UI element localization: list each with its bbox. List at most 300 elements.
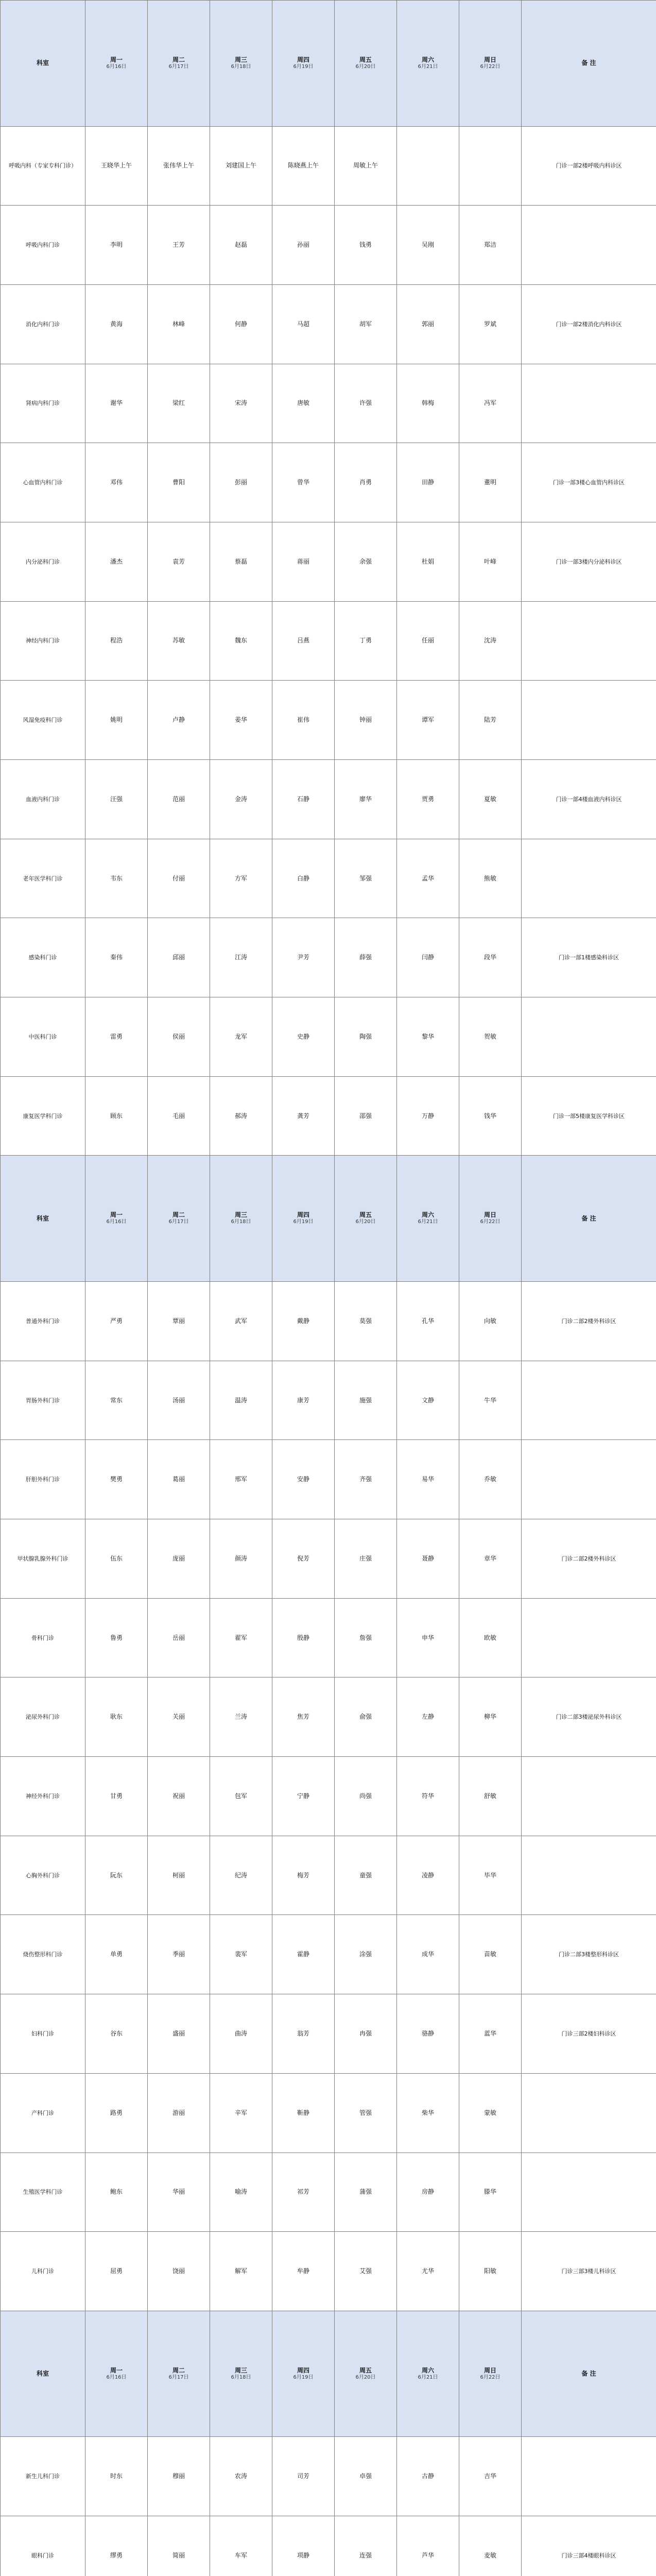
header-day bbox=[459, 2311, 522, 2437]
doctor-cell: 滕华 bbox=[459, 2153, 522, 2232]
doctor-cell: 庄强 bbox=[335, 1519, 397, 1599]
doctor-cell: 周敏上午 bbox=[335, 126, 397, 206]
doctor-cell: 殷静 bbox=[272, 1598, 335, 1677]
doctor-cell: 贾勇 bbox=[397, 760, 459, 839]
doctor-cell: 杜娟 bbox=[397, 522, 459, 601]
doctor-cell: 喻涛 bbox=[210, 2153, 272, 2232]
doctor-cell: 屈勇 bbox=[85, 2232, 148, 2311]
dept-cell: 泌尿外科门诊 bbox=[1, 1677, 85, 1757]
doctor-cell: 林峰 bbox=[148, 284, 210, 364]
note-cell: 门诊一部4楼血液内科诊区 bbox=[522, 760, 656, 839]
doctor-cell: 毛丽 bbox=[148, 1076, 210, 1156]
note-cell: 门诊三部2楼妇科诊区 bbox=[522, 1994, 656, 2074]
doctor-cell: 任丽 bbox=[397, 601, 459, 681]
doctor-cell: 龙军 bbox=[210, 997, 272, 1077]
doctor-cell: 史静 bbox=[272, 997, 335, 1077]
doctor-cell: 季丽 bbox=[148, 1915, 210, 1994]
header-day bbox=[272, 2311, 335, 2437]
doctor-cell: 夏敏 bbox=[459, 760, 522, 839]
doctor-cell: 农涛 bbox=[210, 2437, 272, 2516]
doctor-cell: 黎华 bbox=[397, 997, 459, 1077]
header-day-date: 6月17日 bbox=[168, 2374, 189, 2380]
doctor-cell: 倪芳 bbox=[272, 1519, 335, 1599]
header-day-name: 周四 bbox=[297, 2366, 309, 2374]
note-cell bbox=[522, 839, 656, 918]
header-day bbox=[272, 1, 335, 127]
table-row bbox=[1, 2437, 656, 2516]
header-day-name: 周一 bbox=[110, 2366, 123, 2374]
doctor-cell: 项静 bbox=[272, 2516, 335, 2576]
header-day-date: 6月18日 bbox=[231, 2374, 251, 2380]
table-row bbox=[1, 206, 656, 285]
dept-cell: 神经内科门诊 bbox=[1, 601, 85, 681]
doctor-cell: 万静 bbox=[397, 1076, 459, 1156]
doctor-cell: 易华 bbox=[397, 1440, 459, 1519]
doctor-cell: 熊敏 bbox=[459, 839, 522, 918]
dept-cell: 普通外科门诊 bbox=[1, 1281, 85, 1361]
doctor-cell: 柯丽 bbox=[148, 1836, 210, 1915]
doctor-cell: 孔华 bbox=[397, 1281, 459, 1361]
doctor-cell: 谭军 bbox=[397, 681, 459, 760]
doctor-cell: 齐强 bbox=[335, 1440, 397, 1519]
doctor-cell: 纪涛 bbox=[210, 1836, 272, 1915]
doctor-cell: 顾东 bbox=[85, 1076, 148, 1156]
doctor-cell: 文静 bbox=[397, 1361, 459, 1440]
doctor-cell: 麦敏 bbox=[459, 2516, 522, 2576]
header-day-name: 周三 bbox=[234, 1211, 247, 1219]
header-day-date: 6月17日 bbox=[168, 1219, 189, 1225]
doctor-cell: 钱华 bbox=[459, 1076, 522, 1156]
doctor-cell: 尹芳 bbox=[272, 918, 335, 997]
header-dept: 科室 bbox=[1, 1156, 85, 1282]
doctor-cell: 穆丽 bbox=[148, 2437, 210, 2516]
doctor-cell: 焦芳 bbox=[272, 1677, 335, 1757]
doctor-cell: 江涛 bbox=[210, 918, 272, 997]
doctor-cell: 缪勇 bbox=[85, 2516, 148, 2576]
doctor-cell: 毕华 bbox=[459, 1836, 522, 1915]
doctor-cell: 方军 bbox=[210, 839, 272, 918]
doctor-cell: 钱勇 bbox=[335, 206, 397, 285]
doctor-cell: 刘建国上午 bbox=[210, 126, 272, 206]
header-day bbox=[335, 1156, 397, 1282]
header-day bbox=[397, 2311, 459, 2437]
header-dept: 科室 bbox=[1, 1, 85, 127]
doctor-cell: 蓝华 bbox=[459, 1994, 522, 2074]
doctor-cell: 董明 bbox=[459, 443, 522, 522]
dept-cell: 内分泌科门诊 bbox=[1, 522, 85, 601]
header-note: 备 注 bbox=[522, 2311, 656, 2437]
table-row bbox=[1, 681, 656, 760]
table-row bbox=[1, 1598, 656, 1677]
doctor-cell: 祁芳 bbox=[272, 2153, 335, 2232]
header-day-date: 6月20日 bbox=[355, 63, 376, 70]
doctor-cell: 艾强 bbox=[335, 2232, 397, 2311]
doctor-cell: 李明 bbox=[85, 206, 148, 285]
doctor-cell: 黄海 bbox=[85, 284, 148, 364]
doctor-cell: 左静 bbox=[397, 1677, 459, 1757]
doctor-cell: 牟静 bbox=[272, 2232, 335, 2311]
doctor-cell: 白静 bbox=[272, 839, 335, 918]
doctor-cell: 耿东 bbox=[85, 1677, 148, 1757]
table-row bbox=[1, 1836, 656, 1915]
doctor-cell: 符华 bbox=[397, 1757, 459, 1836]
doctor-cell: 余强 bbox=[335, 522, 397, 601]
dept-cell: 感染科门诊 bbox=[1, 918, 85, 997]
doctor-cell: 兰涛 bbox=[210, 1677, 272, 1757]
table-row bbox=[1, 2516, 656, 2576]
doctor-cell: 管强 bbox=[335, 2073, 397, 2153]
table-row bbox=[1, 1440, 656, 1519]
doctor-cell: 陶强 bbox=[335, 997, 397, 1077]
doctor-cell: 吉华 bbox=[459, 2437, 522, 2516]
doctor-cell: 冉强 bbox=[335, 1994, 397, 2074]
dept-cell: 呼吸内科门诊 bbox=[1, 206, 85, 285]
doctor-cell: 鲍东 bbox=[85, 2153, 148, 2232]
note-cell bbox=[522, 681, 656, 760]
doctor-cell: 宋涛 bbox=[210, 364, 272, 443]
doctor-cell: 程浩 bbox=[85, 601, 148, 681]
doctor-cell: 汤丽 bbox=[148, 1361, 210, 1440]
doctor-cell: 连强 bbox=[335, 2516, 397, 2576]
doctor-cell: 肖勇 bbox=[335, 443, 397, 522]
dept-cell: 烧伤整形科门诊 bbox=[1, 1915, 85, 1994]
doctor-cell: 伍东 bbox=[85, 1519, 148, 1599]
table-row bbox=[1, 1076, 656, 1156]
doctor-cell: 申华 bbox=[397, 1598, 459, 1677]
header-day bbox=[210, 2311, 272, 2437]
doctor-cell: 甘勇 bbox=[85, 1757, 148, 1836]
doctor-cell: 岳丽 bbox=[148, 1598, 210, 1677]
note-cell bbox=[522, 1361, 656, 1440]
header-day-date: 6月18日 bbox=[231, 63, 251, 70]
doctor-cell: 唐敏 bbox=[272, 364, 335, 443]
doctor-cell: 凌静 bbox=[397, 1836, 459, 1915]
doctor-cell: 邢军 bbox=[210, 1440, 272, 1519]
header-day-date: 6月18日 bbox=[231, 1219, 251, 1225]
table-row bbox=[1, 126, 656, 206]
doctor-cell: 关丽 bbox=[148, 1677, 210, 1757]
doctor-cell: 乔敏 bbox=[459, 1440, 522, 1519]
header-day bbox=[85, 1156, 148, 1282]
doctor-cell: 颜涛 bbox=[210, 1519, 272, 1599]
doctor-cell: 涂强 bbox=[335, 1915, 397, 1994]
doctor-cell: 施强 bbox=[335, 1361, 397, 1440]
note-cell: 门诊二部3楼泌尿外科诊区 bbox=[522, 1677, 656, 1757]
doctor-cell: 许强 bbox=[335, 364, 397, 443]
header-day-date: 6月16日 bbox=[106, 1219, 127, 1225]
doctor-cell: 曹阳 bbox=[148, 443, 210, 522]
doctor-cell: 何静 bbox=[210, 284, 272, 364]
header-day-date: 6月16日 bbox=[106, 2374, 127, 2380]
doctor-cell: 付丽 bbox=[148, 839, 210, 918]
header-day-date: 6月21日 bbox=[418, 2374, 438, 2380]
table-row bbox=[1, 601, 656, 681]
doctor-cell: 姚明 bbox=[85, 681, 148, 760]
note-cell: 门诊一部2楼消化内科诊区 bbox=[522, 284, 656, 364]
doctor-cell: 莫强 bbox=[335, 1281, 397, 1361]
header-day bbox=[459, 1156, 522, 1282]
header-day-date: 6月20日 bbox=[355, 2374, 376, 2380]
doctor-cell: 鲁勇 bbox=[85, 1598, 148, 1677]
table-row bbox=[1, 1281, 656, 1361]
doctor-cell: 翟军 bbox=[210, 1598, 272, 1677]
doctor-cell: 蒲强 bbox=[335, 2153, 397, 2232]
header-day-name: 周二 bbox=[172, 1211, 185, 1219]
doctor-cell: 欧敏 bbox=[459, 1598, 522, 1677]
header-day-date: 6月21日 bbox=[418, 1219, 438, 1225]
dept-cell: 妇科门诊 bbox=[1, 1994, 85, 2074]
header-day-name: 周日 bbox=[484, 2366, 496, 2374]
doctor-cell: 曲涛 bbox=[210, 1994, 272, 2074]
doctor-cell: 彭丽 bbox=[210, 443, 272, 522]
table-row bbox=[1, 364, 656, 443]
doctor-cell: 汪强 bbox=[85, 760, 148, 839]
schedule-header-row bbox=[1, 1156, 656, 1282]
header-note: 备 注 bbox=[522, 1156, 656, 1282]
doctor-cell: 温涛 bbox=[210, 1361, 272, 1440]
doctor-cell: 尚强 bbox=[335, 1757, 397, 1836]
doctor-cell: 韩梅 bbox=[397, 364, 459, 443]
doctor-cell: 谷东 bbox=[85, 1994, 148, 2074]
doctor-cell: 车军 bbox=[210, 2516, 272, 2576]
doctor-cell: 戴静 bbox=[272, 1281, 335, 1361]
schedule-header-row bbox=[1, 2311, 656, 2437]
doctor-cell: 陈晓燕上午 bbox=[272, 126, 335, 206]
doctor-cell: 谢华 bbox=[85, 364, 148, 443]
dept-cell: 甲状腺乳腺外科门诊 bbox=[1, 1519, 85, 1599]
doctor-cell: 孟华 bbox=[397, 839, 459, 918]
doctor-cell: 阮东 bbox=[85, 1836, 148, 1915]
doctor-cell: 侯丽 bbox=[148, 997, 210, 1077]
note-cell bbox=[522, 2073, 656, 2153]
doctor-cell: 覃丽 bbox=[148, 1281, 210, 1361]
doctor-cell: 芦华 bbox=[397, 2516, 459, 2576]
header-day-date: 6月16日 bbox=[106, 63, 127, 70]
doctor-cell: 张伟华上午 bbox=[148, 126, 210, 206]
header-day-name: 周三 bbox=[234, 56, 247, 63]
doctor-cell: 胡军 bbox=[335, 284, 397, 364]
doctor-cell: 邵强 bbox=[335, 1076, 397, 1156]
doctor-cell: 邱丽 bbox=[148, 918, 210, 997]
header-day-name: 周六 bbox=[421, 1211, 434, 1219]
dept-cell: 神经外科门诊 bbox=[1, 1757, 85, 1836]
doctor-cell: 苏敏 bbox=[148, 601, 210, 681]
header-day bbox=[148, 1156, 210, 1282]
table-row bbox=[1, 2232, 656, 2311]
note-cell bbox=[522, 2437, 656, 2516]
doctor-cell: 潘杰 bbox=[85, 522, 148, 601]
doctor-cell: 邓伟 bbox=[85, 443, 148, 522]
header-day bbox=[85, 1, 148, 127]
header-day-name: 周一 bbox=[110, 56, 123, 63]
doctor-cell: 房静 bbox=[397, 2153, 459, 2232]
doctor-cell: 陆芳 bbox=[459, 681, 522, 760]
doctor-cell: 田静 bbox=[397, 443, 459, 522]
table-row bbox=[1, 2073, 656, 2153]
dept-cell: 呼吸内科（专家专科门诊） bbox=[1, 126, 85, 206]
note-cell bbox=[522, 2153, 656, 2232]
doctor-cell: 俞强 bbox=[335, 1677, 397, 1757]
header-day bbox=[210, 1, 272, 127]
header-day-name: 周一 bbox=[110, 1211, 123, 1219]
table-row bbox=[1, 1519, 656, 1599]
dept-cell: 胃肠外科门诊 bbox=[1, 1361, 85, 1440]
doctor-cell: 宁静 bbox=[272, 1757, 335, 1836]
dept-cell: 血液内科门诊 bbox=[1, 760, 85, 839]
doctor-cell: 贺敏 bbox=[459, 997, 522, 1077]
note-cell: 门诊三部4楼眼科诊区 bbox=[522, 2516, 656, 2576]
dept-cell: 风湿免疫科门诊 bbox=[1, 681, 85, 760]
doctor-cell: 简丽 bbox=[148, 2516, 210, 2576]
note-cell bbox=[522, 364, 656, 443]
doctor-cell: 吴刚 bbox=[397, 206, 459, 285]
doctor-cell: 王晓华上午 bbox=[85, 126, 148, 206]
doctor-cell: 司芳 bbox=[272, 2437, 335, 2516]
doctor-cell: 路勇 bbox=[85, 2073, 148, 2153]
dept-cell: 肝胆外科门诊 bbox=[1, 1440, 85, 1519]
header-day-date: 6月22日 bbox=[480, 63, 500, 70]
doctor-cell: 秦伟 bbox=[85, 918, 148, 997]
doctor-cell: 冯军 bbox=[459, 364, 522, 443]
doctor-cell: 尤华 bbox=[397, 2232, 459, 2311]
doctor-cell: 邹强 bbox=[335, 839, 397, 918]
header-day-date: 6月22日 bbox=[480, 2374, 500, 2380]
header-day-name: 周五 bbox=[359, 1211, 372, 1219]
table-row bbox=[1, 1361, 656, 1440]
header-day-name: 周三 bbox=[234, 2366, 247, 2374]
doctor-cell: 舒敏 bbox=[459, 1757, 522, 1836]
doctor-cell: 段华 bbox=[459, 918, 522, 997]
doctor-cell: 詹强 bbox=[335, 1598, 397, 1677]
doctor-cell: 阳敏 bbox=[459, 2232, 522, 2311]
dept-cell: 骨科门诊 bbox=[1, 1598, 85, 1677]
dept-cell: 心胸外科门诊 bbox=[1, 1836, 85, 1915]
doctor-cell: 丁勇 bbox=[335, 601, 397, 681]
doctor-cell: 饶丽 bbox=[148, 2232, 210, 2311]
doctor-cell: 柳华 bbox=[459, 1677, 522, 1757]
doctor-cell: 严勇 bbox=[85, 1281, 148, 1361]
dept-cell: 产科门诊 bbox=[1, 2073, 85, 2153]
doctor-cell: 薛强 bbox=[335, 918, 397, 997]
doctor-cell: 古静 bbox=[397, 2437, 459, 2516]
note-cell: 门诊二部2楼外科诊区 bbox=[522, 1519, 656, 1599]
doctor-cell: 解军 bbox=[210, 2232, 272, 2311]
header-day-date: 6月17日 bbox=[168, 63, 189, 70]
header-day bbox=[459, 1, 522, 127]
doctor-cell: 童强 bbox=[335, 1836, 397, 1915]
note-cell: 门诊三部3楼儿科诊区 bbox=[522, 2232, 656, 2311]
note-cell bbox=[522, 1440, 656, 1519]
table-row bbox=[1, 760, 656, 839]
table-row bbox=[1, 284, 656, 364]
note-cell bbox=[522, 1757, 656, 1836]
doctor-cell: 赵磊 bbox=[210, 206, 272, 285]
doctor-cell: 石静 bbox=[272, 760, 335, 839]
doctor-cell: 孙丽 bbox=[272, 206, 335, 285]
note-cell: 门诊二部2楼外科诊区 bbox=[522, 1281, 656, 1361]
doctor-cell: 霍静 bbox=[272, 1915, 335, 1994]
header-day bbox=[335, 1, 397, 127]
table-row bbox=[1, 522, 656, 601]
doctor-cell: 康芳 bbox=[272, 1361, 335, 1440]
dept-cell: 儿科门诊 bbox=[1, 2232, 85, 2311]
doctor-cell: 单勇 bbox=[85, 1915, 148, 1994]
doctor-cell: 郝涛 bbox=[210, 1076, 272, 1156]
note-cell bbox=[522, 601, 656, 681]
doctor-cell: 姜华 bbox=[210, 681, 272, 760]
doctor-cell: 蒋丽 bbox=[272, 522, 335, 601]
table-row bbox=[1, 2153, 656, 2232]
doctor-cell: 梁红 bbox=[148, 364, 210, 443]
dept-cell: 老年医学科门诊 bbox=[1, 839, 85, 918]
dept-cell: 康复医学科门诊 bbox=[1, 1076, 85, 1156]
note-cell bbox=[522, 1598, 656, 1677]
doctor-cell: 靳静 bbox=[272, 2073, 335, 2153]
header-day bbox=[397, 1156, 459, 1282]
doctor-cell: 曾华 bbox=[272, 443, 335, 522]
header-day-name: 周六 bbox=[421, 2366, 434, 2374]
doctor-cell: 范丽 bbox=[148, 760, 210, 839]
note-cell: 门诊一部5楼康复医学科诊区 bbox=[522, 1076, 656, 1156]
header-day bbox=[335, 2311, 397, 2437]
doctor-cell: 闫静 bbox=[397, 918, 459, 997]
doctor-cell: 辛军 bbox=[210, 2073, 272, 2153]
doctor-cell: 蔡磊 bbox=[210, 522, 272, 601]
note-cell bbox=[522, 997, 656, 1077]
table-row bbox=[1, 918, 656, 997]
doctor-cell: 包军 bbox=[210, 1757, 272, 1836]
note-cell: 门诊一部3楼心血管内科诊区 bbox=[522, 443, 656, 522]
header-day-date: 6月22日 bbox=[480, 1219, 500, 1225]
dept-cell: 生殖医学科门诊 bbox=[1, 2153, 85, 2232]
dept-cell: 消化内科门诊 bbox=[1, 284, 85, 364]
doctor-cell bbox=[397, 126, 459, 206]
dept-cell: 肾病内科门诊 bbox=[1, 364, 85, 443]
doctor-cell: 郑洁 bbox=[459, 206, 522, 285]
doctor-cell: 向敏 bbox=[459, 1281, 522, 1361]
schedule-header-row bbox=[1, 1, 656, 127]
doctor-cell: 魏东 bbox=[210, 601, 272, 681]
table-row bbox=[1, 443, 656, 522]
doctor-cell: 袁芳 bbox=[148, 522, 210, 601]
note-cell: 门诊二部3楼整形科诊区 bbox=[522, 1915, 656, 1994]
header-day-name: 周六 bbox=[421, 56, 434, 63]
dept-cell: 中医科门诊 bbox=[1, 997, 85, 1077]
doctor-cell: 裴军 bbox=[210, 1915, 272, 1994]
header-day-name: 周二 bbox=[172, 56, 185, 63]
doctor-cell: 金涛 bbox=[210, 760, 272, 839]
header-day-name: 周五 bbox=[359, 2366, 372, 2374]
header-day-name: 周日 bbox=[484, 56, 496, 63]
doctor-cell: 苗敏 bbox=[459, 1915, 522, 1994]
header-day bbox=[148, 2311, 210, 2437]
header-day bbox=[210, 1156, 272, 1282]
dept-cell: 新生儿科门诊 bbox=[1, 2437, 85, 2516]
header-day-name: 周四 bbox=[297, 1211, 309, 1219]
table-row bbox=[1, 997, 656, 1077]
doctor-cell bbox=[459, 126, 522, 206]
doctor-cell: 葛丽 bbox=[148, 1440, 210, 1519]
doctor-cell: 郭丽 bbox=[397, 284, 459, 364]
table-row bbox=[1, 1915, 656, 1994]
header-day bbox=[397, 1, 459, 127]
table-row bbox=[1, 1994, 656, 2074]
header-day bbox=[85, 2311, 148, 2437]
doctor-cell: 盛丽 bbox=[148, 1994, 210, 2074]
header-day-date: 6月19日 bbox=[293, 2374, 314, 2380]
doctor-cell: 罗斌 bbox=[459, 284, 522, 364]
header-day bbox=[272, 1156, 335, 1282]
